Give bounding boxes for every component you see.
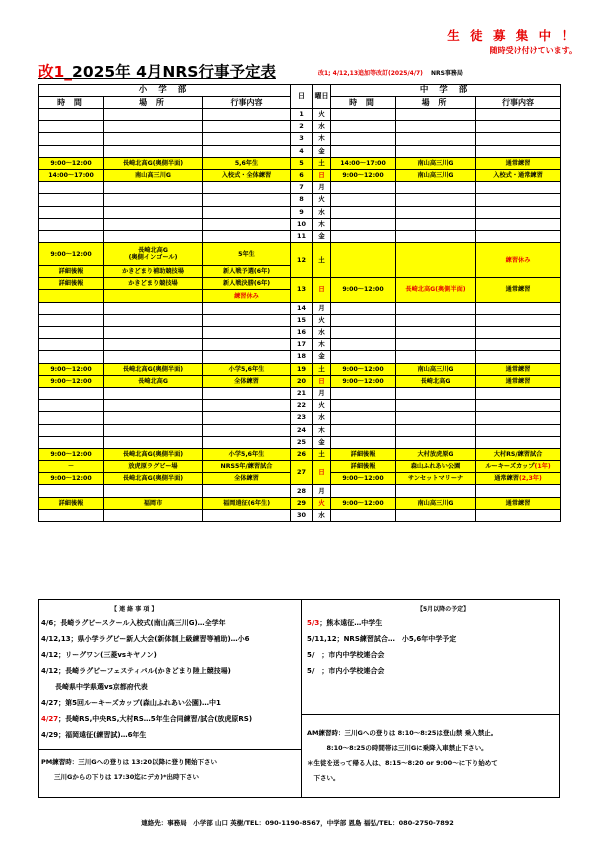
am-note: AM練習時：三川Gへの登りは 8:10～8:25は登山禁 乗入禁止。 <box>307 729 498 737</box>
junior-time: 9:00～12:00 <box>331 375 396 387</box>
elem-place: かきどまり補助競技場 <box>104 266 203 278</box>
elem-time: 9:00～12:00 <box>39 375 104 387</box>
junior-time: 9:00～12:00 <box>331 169 396 181</box>
day-number: 27 <box>291 461 313 485</box>
weekday: 土 <box>313 363 331 375</box>
future-line: 5/11,12；NRS練習試合… 小5,6年中学予定 <box>307 635 457 643</box>
elem-place <box>104 290 203 302</box>
junior-time: 14:00～17:00 <box>331 157 396 169</box>
notes-box <box>38 599 560 798</box>
weekday: 水 <box>313 509 331 521</box>
junior-event: 練習休み <box>476 243 561 278</box>
day-number: 8 <box>291 194 313 206</box>
junior-place-header: 場 所 <box>396 97 476 109</box>
junior-time: 9:00～12:00 <box>331 497 396 509</box>
day-number: 18 <box>291 351 313 363</box>
recruit-heading: 生 徒 募 集 中 ！ <box>447 28 577 43</box>
weekday: 火 <box>313 497 331 509</box>
pm-note: 三川Gからの下りは 17:30迄にデカ)*出時下さい <box>41 773 200 781</box>
junior-event-text: 通常練習 <box>494 475 519 483</box>
day-number: 26 <box>291 448 313 460</box>
elem-place: 福岡市 <box>104 497 203 509</box>
pm-separator <box>39 749 301 750</box>
elem-place: 放虎原ラグビー場 <box>104 461 203 473</box>
elem-place: 南山高三川G <box>104 169 203 181</box>
junior-place: 長崎北高G <box>396 375 476 387</box>
elem-place: 長崎北高G(奥側半面) <box>104 157 203 169</box>
day-header: 日 <box>291 85 313 109</box>
junior-event <box>476 461 561 473</box>
note-line: 4/6；長崎ラグビースクール入校式(南山高三川G)…全学年 <box>41 619 226 627</box>
junior-event: 入校式・通常練習 <box>476 169 561 181</box>
am-note: 下さい。 <box>307 774 340 782</box>
elem-place-line: 長崎北高G <box>138 247 168 255</box>
day-number: 29 <box>291 497 313 509</box>
day-number: 13 <box>291 278 313 302</box>
junior-event-header: 行事内容 <box>476 97 561 109</box>
elem-time: 14:00～17:00 <box>39 169 104 181</box>
weekday: 水 <box>313 327 331 339</box>
elem-time: 詳細後報 <box>39 266 104 278</box>
junior-place: 南山高三川G <box>396 497 476 509</box>
note-line: 4/12,13；県小学ラグビー新人大会(新体制上級練習等補助)…小6 <box>41 635 250 643</box>
elem-time: 9:00～12:00 <box>39 473 104 485</box>
elem-event: 5,6年生 <box>203 157 291 169</box>
weekday: 土 <box>313 243 331 278</box>
junior-event: 通常練習 <box>476 363 561 375</box>
recruit-subtext: 随時受け付けています。 <box>489 46 577 55</box>
junior-time: 詳細後報 <box>331 448 396 460</box>
am-note: 8:10～8:25の時間帯は三川Gに乗降入車禁止下さい。 <box>307 744 488 752</box>
elem-event: NRS5年/練習試合 <box>203 461 291 473</box>
elem-place: 長崎北高G(奥側半面) <box>104 448 203 460</box>
junior-event <box>476 473 561 485</box>
contact-footer: 連絡先：事務局 小学部 山口 英樹/TEL：090-1190-8567，中学部 恩島 福弘/TEL：080-2750-7892 <box>141 819 454 827</box>
junior-event: 通常練習 <box>476 278 561 302</box>
am-separator <box>301 714 560 715</box>
day-number: 30 <box>291 509 313 521</box>
day-number: 9 <box>291 206 313 218</box>
page-title <box>38 60 276 82</box>
title-text: 2025年 4月NRS行事予定表 <box>72 63 276 81</box>
junior-place: 南山高三川G <box>396 169 476 181</box>
day-number: 24 <box>291 424 313 436</box>
elem-place: 長崎北高G <box>104 375 203 387</box>
future-line: 5/ ；市内中学校連合会 <box>307 651 385 659</box>
day-number: 5 <box>291 157 313 169</box>
junior-event: 通常練習 <box>476 497 561 509</box>
elem-time <box>39 290 104 302</box>
note-line: 4/12；リーグワン(三菱vsキヤノン) <box>41 651 157 659</box>
weekday: 日 <box>313 375 331 387</box>
note-line: 4/29；福岡遠征(練習試)…6年生 <box>41 731 147 739</box>
elem-event: 小学5,6年生 <box>203 448 291 460</box>
future-line: 5/3；熊本遠征…中学生 <box>307 619 383 627</box>
day-number: 19 <box>291 363 313 375</box>
elem-place-header: 場 所 <box>104 97 203 109</box>
weekday: 月 <box>313 302 331 314</box>
weekday: 木 <box>313 218 331 230</box>
note-line: 長崎県中学県選vs京都府代表 <box>41 683 148 691</box>
weekday: 月 <box>313 182 331 194</box>
day-number: 17 <box>291 339 313 351</box>
day-number: 11 <box>291 230 313 242</box>
elem-event-header: 行事内容 <box>203 97 291 109</box>
elem-time: 9:00～12:00 <box>39 363 104 375</box>
elem-time-header: 時 間 <box>39 97 104 109</box>
elem-place: かきどまり競技場 <box>104 278 203 290</box>
junior-place: 大村放虎原G <box>396 448 476 460</box>
weekday: 木 <box>313 424 331 436</box>
elem-place: 長崎北高G(奥側半面) <box>104 473 203 485</box>
weekday: 水 <box>313 121 331 133</box>
note-line: 4/12；長崎ラグビーフェスティバル(かきどまり陸上競技場) <box>41 667 231 675</box>
elem-event: 5年生 <box>203 243 291 266</box>
day-number: 28 <box>291 485 313 497</box>
junior-place: 長崎北高G(奥側半面) <box>396 278 476 302</box>
day-number: 22 <box>291 400 313 412</box>
elem-event: 全体練習 <box>203 473 291 485</box>
weekday: 土 <box>313 157 331 169</box>
elem-event: 新人戦決勝(6年) <box>203 278 291 290</box>
elem-time: 詳細後報 <box>39 278 104 290</box>
elem-time: 9:00～12:00 <box>39 243 104 266</box>
weekday: 金 <box>313 145 331 157</box>
elem-time: 詳細後報 <box>39 497 104 509</box>
weekday: 金 <box>313 230 331 242</box>
day-number: 4 <box>291 145 313 157</box>
day-number: 20 <box>291 375 313 387</box>
elem-event: 新人戦予選(6年) <box>203 266 291 278</box>
weekday: 金 <box>313 436 331 448</box>
weekday: 金 <box>313 351 331 363</box>
day-number: 21 <box>291 387 313 399</box>
junior-event: 大村RS/練習試合 <box>476 448 561 460</box>
junior-time: 9:00～12:00 <box>331 278 396 302</box>
day-number: 7 <box>291 182 313 194</box>
junior-time: 9:00～12:00 <box>331 363 396 375</box>
schedule-table <box>38 84 561 522</box>
day-number: 16 <box>291 327 313 339</box>
weekday: 火 <box>313 109 331 121</box>
elementary-header: 小 学 部 <box>39 85 291 97</box>
day-number: 23 <box>291 412 313 424</box>
weekday: 木 <box>313 133 331 145</box>
elem-time: 9:00～12:00 <box>39 157 104 169</box>
junior-header: 中 学 部 <box>331 85 561 97</box>
weekday: 日 <box>313 169 331 181</box>
weekday: 火 <box>313 314 331 326</box>
day-number: 10 <box>291 218 313 230</box>
junior-place: 森山ふれあい公園 <box>396 461 476 473</box>
elem-event: 入校式・全体練習 <box>203 169 291 181</box>
junior-time: 詳細後報 <box>331 461 396 473</box>
elem-event: 小学5,6年生 <box>203 363 291 375</box>
day-number: 2 <box>291 121 313 133</box>
elem-event: 福岡遠征(6年生) <box>203 497 291 509</box>
junior-time: 9:00～12:00 <box>331 473 396 485</box>
future-line: 5/ ；市内小学校連合会 <box>307 667 385 675</box>
weekday: 木 <box>313 339 331 351</box>
elem-place: 長崎北高G(奥側半面) <box>104 363 203 375</box>
day-number: 15 <box>291 314 313 326</box>
day-number: 3 <box>291 133 313 145</box>
elem-place-line: (奥側インゴール) <box>128 254 178 262</box>
revision-note <box>318 68 463 77</box>
elem-time: 9:00～12:00 <box>39 448 104 460</box>
junior-event-text: ルーキーズカップ <box>485 463 535 471</box>
note-line: 4/27；長崎RS,中央RS,大村RS…5年生合同練習/試合(放虎原RS) <box>41 715 253 723</box>
junior-place: 南山高三川G <box>396 363 476 375</box>
junior-place <box>396 243 476 278</box>
day-number: 14 <box>291 302 313 314</box>
day-number: 12 <box>291 243 313 278</box>
junior-event-grade: (1年) <box>534 463 551 471</box>
junior-time <box>331 243 396 278</box>
weekday: 日 <box>313 461 331 485</box>
title-revision-mark: 改1_ <box>38 63 73 81</box>
junior-time-header: 時 間 <box>331 97 396 109</box>
junior-place: 南山高三川G <box>396 157 476 169</box>
weekday: 水 <box>313 206 331 218</box>
junior-event-grade: (2,3年) <box>518 475 542 483</box>
revision-text: 改1; 4/12,13追加等改訂(2025/4/7) <box>318 70 423 77</box>
weekday-header: 曜日 <box>313 85 331 109</box>
weekday: 月 <box>313 387 331 399</box>
elem-event: 練習休み <box>203 290 291 302</box>
junior-event: 通常練習 <box>476 375 561 387</box>
notes-divider <box>301 600 302 797</box>
junior-place: サンセットマリーナ <box>396 473 476 485</box>
weekday: 火 <box>313 400 331 412</box>
elem-event: 全体練習 <box>203 375 291 387</box>
weekday: 日 <box>313 278 331 302</box>
day-number: 6 <box>291 169 313 181</box>
weekday: 土 <box>313 448 331 460</box>
note-line: 4/27；第5回ルーキーズカップ(森山ふれあい公園)…中1 <box>41 699 221 707</box>
elem-place <box>104 243 203 266</box>
weekday: 火 <box>313 194 331 206</box>
day-number: 25 <box>291 436 313 448</box>
notes-right-header: 【5月以降の予定】 <box>417 606 470 613</box>
elem-time: － <box>39 461 104 473</box>
office-name: NRS事務局 <box>430 70 463 77</box>
weekday: 月 <box>313 485 331 497</box>
weekday: 水 <box>313 412 331 424</box>
am-note: ＊生徒を送って帰る人は、8:15～8:20 or 9:00～に下り始めて <box>307 759 498 767</box>
notes-left-header: 【 連 絡 事 項 】 <box>111 606 158 613</box>
pm-note: PM練習時：三川Gへの登りは 13:20以降に登り開始下さい <box>41 758 218 766</box>
junior-event: 通常練習 <box>476 157 561 169</box>
day-number: 1 <box>291 109 313 121</box>
